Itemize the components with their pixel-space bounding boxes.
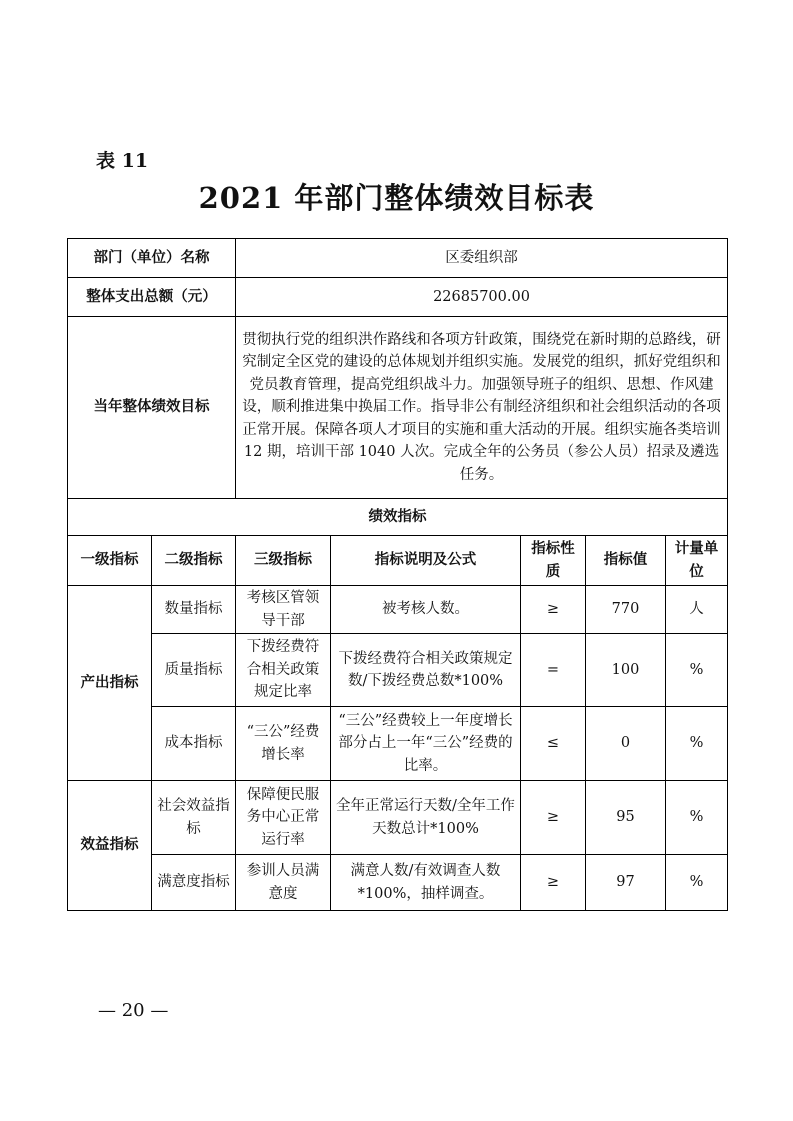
value-cell: 770	[586, 586, 666, 634]
performance-target-table	[67, 238, 728, 911]
desc-cell: “三公”经费较上一年度增长部分占上一年“三公”经费的比率。	[331, 707, 521, 781]
level3-cell: 考核区管领导干部	[236, 586, 331, 634]
level2-cell: 社会效益指标	[152, 781, 236, 855]
col-nature-header: 指标性质	[521, 536, 586, 586]
annual-goal-row	[68, 317, 728, 499]
level1-benefit: 效益指标	[68, 781, 152, 911]
page-title: 2021 年部门整体绩效目标表	[198, 181, 595, 215]
level1-output: 产出指标	[68, 586, 152, 781]
nature-cell: =	[521, 634, 586, 707]
nature-cell: ≥	[521, 855, 586, 911]
col-level1-header: 一级指标	[68, 536, 152, 586]
col-value-header: 指标值	[586, 536, 666, 586]
desc-cell: 被考核人数。	[331, 586, 521, 634]
nature-cell: ≥	[521, 586, 586, 634]
department-value: 区委组织部	[236, 239, 728, 278]
col-desc-header: 指标说明及公式	[331, 536, 521, 586]
value-cell: 100	[586, 634, 666, 707]
nature-cell: ≤	[521, 707, 586, 781]
level3-cell: “三公”经费增长率	[236, 707, 331, 781]
desc-cell: 满意人数/有效调查人数*100%，抽样调查。	[331, 855, 521, 911]
table-row	[68, 586, 728, 634]
unit-cell: %	[666, 707, 728, 781]
col-unit-header: 计量单位	[666, 536, 728, 586]
department-row	[68, 239, 728, 278]
department-label: 部门（单位）名称	[68, 239, 236, 278]
nature-cell: ≥	[521, 781, 586, 855]
value-cell: 0	[586, 707, 666, 781]
table-row	[68, 855, 728, 911]
col-level2-header: 二级指标	[152, 536, 236, 586]
table-row	[68, 781, 728, 855]
level2-cell: 质量指标	[152, 634, 236, 707]
table-row	[68, 634, 728, 707]
level2-cell: 数量指标	[152, 586, 236, 634]
level3-cell: 保障便民服务中心正常运行率	[236, 781, 331, 855]
desc-cell: 下拨经费符合相关政策规定数/下拨经费总数*100%	[331, 634, 521, 707]
table-number-label: 表 11	[96, 150, 149, 172]
unit-cell: %	[666, 855, 728, 911]
level2-cell: 成本指标	[152, 707, 236, 781]
annual-goal-label: 当年整体绩效目标	[68, 317, 236, 499]
unit-cell: 人	[666, 586, 728, 634]
unit-cell: %	[666, 634, 728, 707]
table-row	[68, 707, 728, 781]
value-cell: 97	[586, 855, 666, 911]
total-expense-row	[68, 278, 728, 317]
annual-goal-text: 贯彻执行党的组织洪作路线和各项方针政策，围绕党在新时期的总路线，研究制定全区党的建设的总体规划并组织实施。发展党的组织，抓好党组织和党员教育管理，提高党组织战斗力。加强领导班子的组织、思想、作风建设，顺利推进集中换届工作。指导非公有制经济组织和社会组织活动的各项正常开展。保障各项人才项目的实施和重大活动的开展。组织实施各类培训 12 期，培训干部 1040 人次。完成全年的公务员（参公人员）招录及遴选任务。	[236, 317, 728, 499]
page-number: — 20 —	[98, 1000, 169, 1021]
desc-cell: 全年正常运行天数/全年工作天数总计*100%	[331, 781, 521, 855]
indicator-header-row	[68, 536, 728, 586]
indicators-section-row	[68, 499, 728, 536]
level3-cell: 参训人员满意度	[236, 855, 331, 911]
total-expense-label: 整体支出总额（元）	[68, 278, 236, 317]
level3-cell: 下拨经费符合相关政策规定比率	[236, 634, 331, 707]
unit-cell: %	[666, 781, 728, 855]
col-level3-header: 三级指标	[236, 536, 331, 586]
level2-cell: 满意度指标	[152, 855, 236, 911]
indicators-section-title: 绩效指标	[68, 499, 728, 536]
value-cell: 95	[586, 781, 666, 855]
total-expense-value: 22685700.00	[236, 278, 728, 317]
